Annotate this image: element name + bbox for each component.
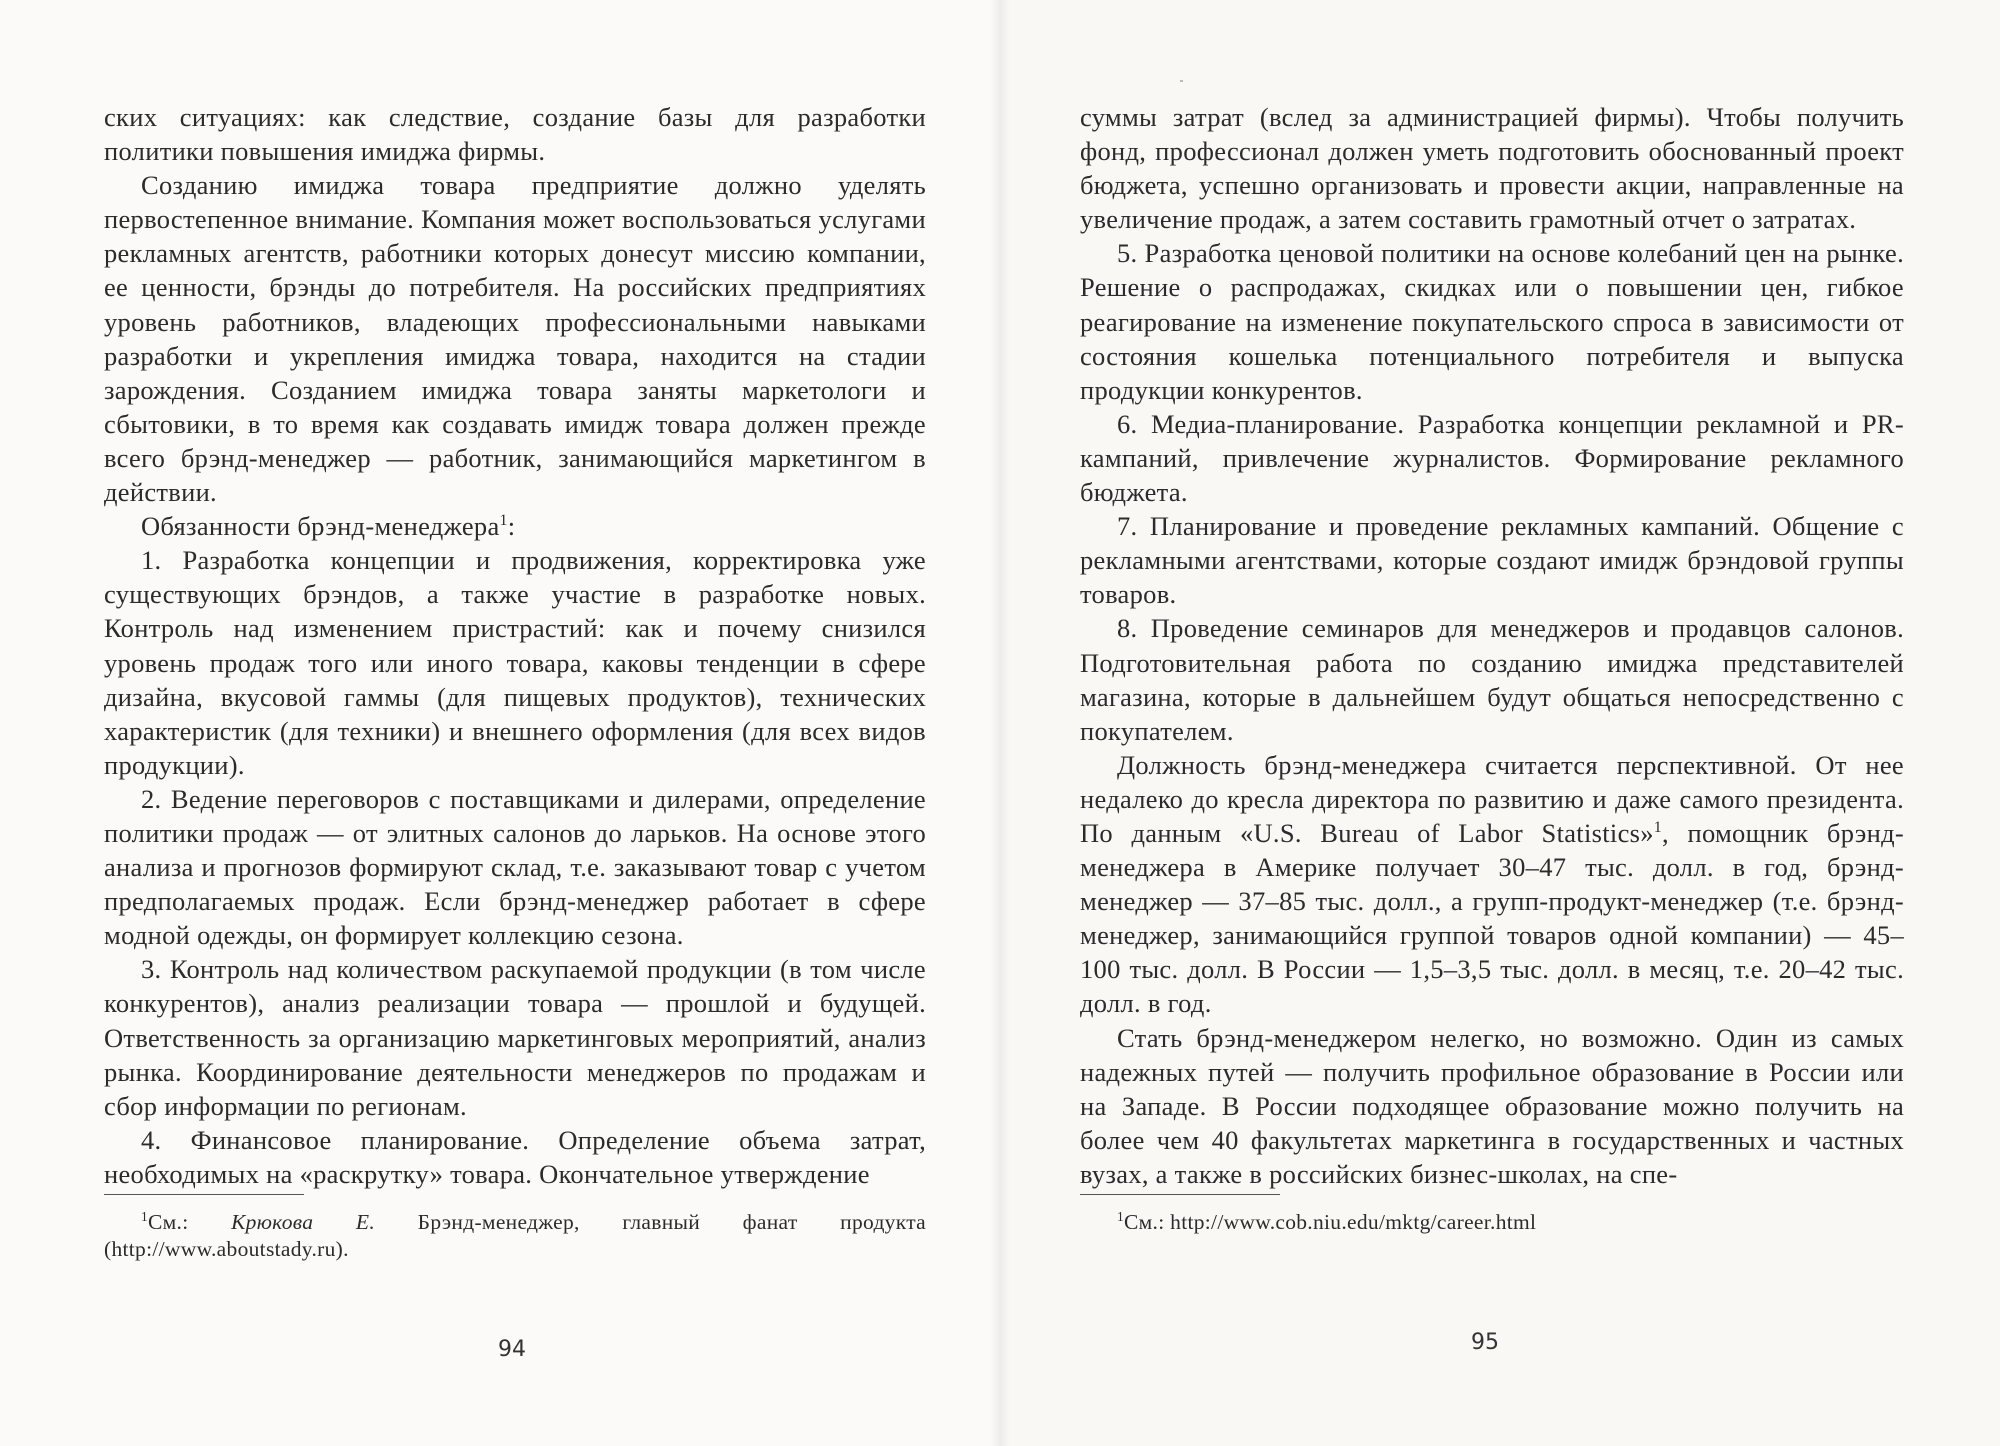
paragraph-text: Должность брэнд-менеджера считается перспективной. От нее недалеко до кресла директора по развитию и даже самого президента. По данным «U.S. Bureau of Labor Statistics»: [1080, 749, 1904, 848]
footnote-text: http://www.cob.niu.edu/mktg/career.html: [1170, 1210, 1537, 1234]
footnote-divider: [1080, 1194, 1280, 1195]
paragraph: 8. Проведение семинаров для менеджеров и продавцов салонов. Подготовительная работа по созданию имиджа представителей магазина, которые в дальнейшем будут общаться непосредственно с покупателем.: [1080, 613, 1904, 746]
footnote-text: Брэнд-менеджер, главный фанат продукта (http://www.aboutstady.ru).: [104, 1210, 926, 1261]
footnote-divider: [104, 1194, 304, 1195]
paragraph-text: :: [507, 511, 516, 542]
page-number: 94: [498, 1337, 526, 1362]
paragraph-text: , помощник брэнд-менеджера в Америке получает 30–47 тыс. долл. в год, брэнд-менеджер — 37–85 тыс. долл., а групп-продукт-менеджер (т.е. брэнд-менеджер, занимающийся группой товаров одной компании) — 45–100 тыс. долл. В России — 1,5–3,5 тыс. долл. в месяц, т.е. 20–42 тыс. долл. в год.: [1080, 817, 1904, 1019]
paragraph-text: Обязанности брэнд-менеджера: [141, 511, 500, 542]
paragraph: 1. Разработка концепции и продвижения, корректировка уже существующих брэндов, а также участие в разработке новых. Контроль над изменением пристрастий: как и почему снизился уровень продаж того или иного товара, каковы тенденции в сфере дизайна, вкусовой гаммы (для пищевых продуктов), технических характеристик (для техники) и внешнего оформления (для всех видов продукции).: [104, 545, 926, 780]
footnote-reference: 1: [499, 512, 508, 530]
paragraph: [1080, 748, 1904, 1021]
footnote: [104, 1209, 926, 1263]
paragraph: 5. Разработка ценовой политики на основе колебаний цен на рынке. Решение о распродажах, скидках или о повышении цен, гибкое реагирование на изменение покупательского спроса в зависимости от состояния кошелька потенциального потребителя и выпуска продукции конкурентов.: [1080, 238, 1904, 405]
book-gutter: [990, 0, 1010, 1446]
paragraph: ских ситуациях: как следствие, создание базы для разработки политики повышения имиджа фирмы.: [104, 102, 926, 167]
footnote-mark: 1: [1117, 1208, 1124, 1224]
right-page-text: [1080, 100, 1904, 1236]
paragraph: 6. Медиа-планирование. Разработка концепции рекламной и PR-кампаний, привлечение журналистов. Формирование рекламного бюджета.: [1080, 408, 1904, 508]
paragraph: Созданию имиджа товара предприятие должно уделять первостепенное внимание. Компания может воспользоваться услугами рекламных агентств, работники которых донесут миссию компании, ее ценности, брэнды до потребителя. На российских предприятиях уровень работников, владеющих профессиональными навыками разработки и укрепления имиджа товара, находится на стадии зарождения. Созданием имиджа товара заняты маркетологи и сбытовики, в то время как создавать имидж товара должен прежде всего брэнд-менеджер — работник, занимающийся маркетингом в действии.: [104, 170, 926, 508]
footnote-mark: 1: [141, 1208, 148, 1224]
footnote-author: Крюкова Е.: [231, 1210, 376, 1234]
paragraph: [104, 509, 926, 543]
paragraph: Стать брэнд-менеджером нелегко, но возможно. Один из самых надежных путей — получить профильное образование в России или на Западе. В России подходящее образование можно получить на более чем 40 факультетах маркетинга в государственных и частных вузах, а также в российских бизнес-школах, на спе-: [1080, 1022, 1904, 1189]
footnote-reference: 1: [1653, 819, 1663, 837]
paragraph: 4. Финансовое планирование. Определение объема затрат, необходимых на «раскрутку» товара. Окончательное утверждение: [104, 1124, 926, 1189]
left-page-text: [104, 100, 926, 1263]
paragraph: 3. Контроль над количеством раскупаемой продукции (в том числе конкурентов), анализ реализации товара — прошлой и будущей. Ответственность за организацию маркетинговых мероприятий, анализ рынка. Координирование деятельности менеджеров по продажам и сбор информации по регионам.: [104, 954, 926, 1121]
footnote-prefix: См.:: [1123, 1210, 1171, 1234]
footnote: [1080, 1209, 1904, 1236]
paragraph: 2. Ведение переговоров с поставщиками и дилерами, определение политики продаж — от элитных салонов до ларьков. На основе этого анализа и прогнозов формируют склад, т.е. заказывают товар с учетом предполагаемых продаж. Если брэнд-менеджер работает в сфере модной одежды, он формирует коллекцию сезона.: [104, 783, 926, 951]
paper-speck: [1180, 80, 1183, 82]
paragraph: суммы затрат (вслед за администрацией фирмы). Чтобы получить фонд, профессионал должен уметь подготовить обоснованный проект бюджета, успешно организовать и провести акции, направленные на увеличение продаж, а затем составить грамотный отчет о затратах.: [1080, 102, 1904, 235]
page-number: 95: [1471, 1330, 1499, 1355]
right-page: [1000, 0, 2000, 1446]
footnote-prefix: См.:: [147, 1210, 232, 1234]
paragraph: 7. Планирование и проведение рекламных кампаний. Общение с рекламными агентствами, которые создают имидж брэндовой группы товаров.: [1080, 511, 1904, 610]
